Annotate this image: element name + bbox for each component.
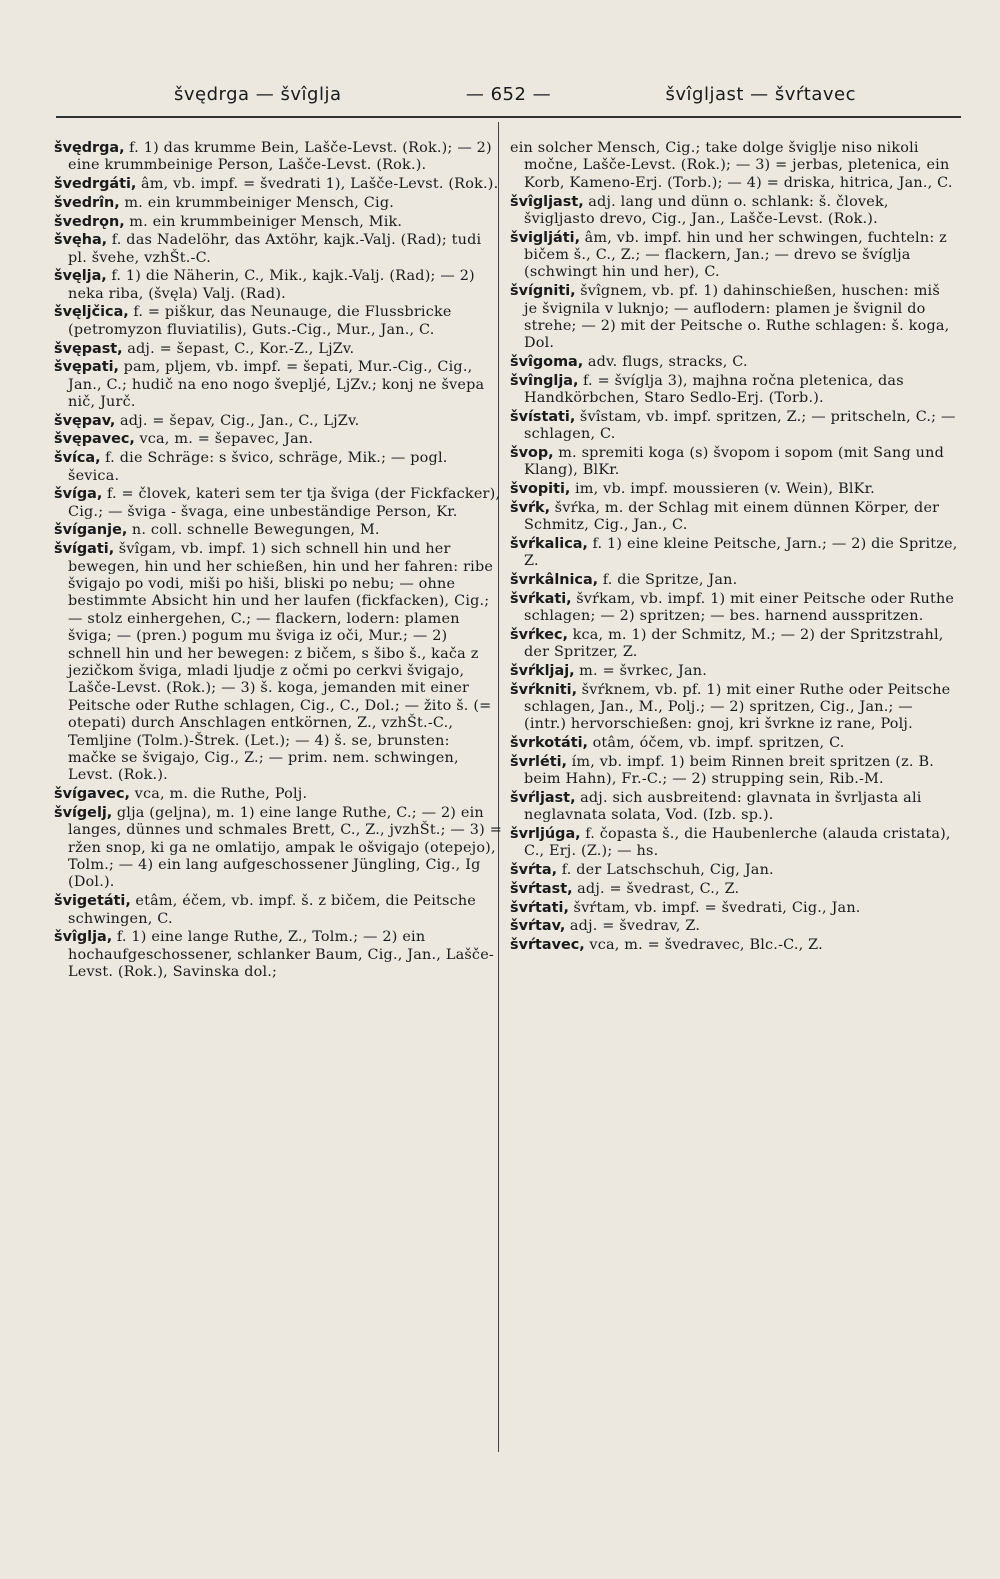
dictionary-entry bbox=[54, 140, 502, 175]
entry-headword: švístati, bbox=[510, 408, 576, 425]
entry-definition: f. der Latschschuh, Cig, Jan. bbox=[561, 862, 774, 879]
entry-definition: otâm, óčem, vb. impf. spritzen, C. bbox=[592, 735, 845, 752]
entry-definition: f. = piškur, das Neunauge, die Flussbricke (petromyzon fluviatilis), Guts.-Cig., Mur., Jan., C. bbox=[68, 304, 452, 338]
entry-definition: f. das Nadelöhr, das Axtöhr, kajk.-Valj. (Rad); tudi pl. švehe, vzhŠt.-C. bbox=[68, 232, 482, 266]
dictionary-entry bbox=[510, 682, 958, 734]
dictionary-entry bbox=[54, 486, 502, 521]
entry-definition: adj. sich ausbreitend: glavnata in švrljasta ali neglavnata solata, Vod. (Izb. sp.). bbox=[524, 789, 922, 824]
entry-definition: pam, pljem, vb. impf. = šepati, Mur.-Cig., Cig., Jan., C.; hudič na eno nogo švepljé, LjZv.; konj ne švepa nič, Jurč. bbox=[68, 359, 485, 411]
entry-definition: f. = človek, kateri sem ter tja šviga (der Fickfacker), Cig.; — šviga - švaga, eine unbeständige Person, Kr. bbox=[68, 486, 501, 520]
entry-headword: švŕljast, bbox=[510, 789, 576, 806]
entry-definition: m. ein krummbeiniger Mensch, Mik. bbox=[129, 213, 403, 230]
dictionary-entry bbox=[54, 805, 502, 892]
entry-headword: švînglja, bbox=[510, 372, 579, 389]
dictionary-entry bbox=[510, 230, 958, 282]
entry-headword: švępati, bbox=[54, 359, 119, 376]
page-number: — 652 — bbox=[465, 84, 552, 105]
entry-definition: kca, m. 1) der Schmitz, M.; — 2) der Spritzstrahl, der Spritzer, Z. bbox=[524, 626, 944, 661]
entry-headword: švępast, bbox=[54, 340, 123, 357]
entry-headword: švígniti, bbox=[510, 283, 576, 300]
entry-headword: švop, bbox=[510, 444, 554, 461]
entry-definition: m. spremiti koga (s) švopom i sopom (mit Sang und Klang), BlKr. bbox=[524, 444, 944, 479]
entry-definition: švîgnem, vb. pf. 1) dahinschießen, huschen: miš je švignila v luknjo; — auflodern: plamen je švignil do strehe; — 2) mit der Peitsche o. Ruthe schlagen: š. koga, Dol. bbox=[524, 283, 950, 352]
dictionary-entry bbox=[54, 541, 502, 785]
entry-definition: švŕknem, vb. pf. 1) mit einer Ruthe oder Peitsche schlagen, Jan., M., Polj.; — 2) spritzen, Cig., Jan.; — (intr.) hervorschießen: gnoj, kri švrkne iz rane, Polj. bbox=[524, 681, 951, 733]
entry-definition: ím, vb. impf. 1) beim Rinnen breit spritzen (z. B. beim Hahn), Fr.-C.; — 2) strupping sein, Rib.-M. bbox=[524, 753, 934, 788]
dictionary-entry bbox=[54, 450, 502, 485]
entry-headword: švíga, bbox=[54, 486, 103, 503]
header-left-guideword: švędrga — švîglja bbox=[174, 84, 342, 105]
dictionary-entry bbox=[510, 826, 958, 861]
entry-definition: f. = švíglja 3), majhna ročna pletenica, das Handkörbchen, Staro Sedlo-Erj. (Torb.). bbox=[524, 372, 904, 407]
entry-definition: adj. = švedrav, Z. bbox=[569, 918, 701, 935]
dictionary-entry bbox=[510, 754, 958, 789]
dictionary-entry bbox=[54, 359, 502, 411]
dictionary-entry bbox=[510, 591, 958, 626]
entry-definition: f. 1) eine kleine Peitsche, Jarn.; — 2) die Spritze, Z. bbox=[524, 535, 958, 570]
entry-headword: švęlja, bbox=[54, 268, 107, 285]
entry-headword: švîgljast, bbox=[510, 193, 584, 210]
dictionary-entry bbox=[510, 445, 958, 480]
entry-headword: švîgoma, bbox=[510, 354, 584, 371]
entry-definition: im, vb. impf. moussieren (v. Wein), BlKr. bbox=[574, 481, 875, 498]
entry-headword: švŕtavec, bbox=[510, 937, 585, 953]
dictionary-entry bbox=[510, 373, 958, 408]
dictionary-entry bbox=[54, 232, 502, 267]
entry-headword: švígati, bbox=[54, 541, 115, 558]
entry-definition: etâm, éčem, vb. impf. š. z bičem, die Peitsche schwingen, C. bbox=[68, 893, 477, 927]
entry-definition: f. 1) die Näherin, C., Mik., kajk.-Valj. (Rad); — 2) neka riba, (švęla) Valj. (Rad). bbox=[68, 268, 475, 302]
dictionary-entry bbox=[510, 663, 958, 680]
dictionary-entry bbox=[54, 176, 502, 193]
entry-definition: švîstam, vb. impf. spritzen, Z.; — pritscheln, C.; — schlagen, C. bbox=[524, 408, 956, 443]
dictionary-entry bbox=[510, 536, 958, 571]
dictionary-entry bbox=[510, 194, 958, 229]
entry-definition: f. 1) eine lange Ruthe, Z., Tolm.; — 2) ein hochaufgeschossener, schlanker Baum, Cig., Jan., Lašče-Levst. (Rok.), Savinska dol.; bbox=[68, 929, 494, 981]
entry-definition: n. coll. schnelle Bewegungen, M. bbox=[131, 522, 380, 539]
entry-definition: vca, m. die Ruthe, Polj. bbox=[134, 786, 308, 803]
dictionary-entry bbox=[54, 341, 502, 358]
entry-headword: švŕta, bbox=[510, 862, 558, 879]
entry-headword: švíganje, bbox=[54, 522, 128, 539]
entry-definition: f. die Spritze, Jan. bbox=[602, 572, 738, 589]
entry-headword: švęha, bbox=[54, 232, 108, 249]
entry-definition: f. die Schräge: s švico, schräge, Mik.; — pogl. ševica. bbox=[68, 450, 448, 484]
dictionary-entry bbox=[54, 413, 502, 430]
entry-headword: švígavec, bbox=[54, 786, 131, 803]
entry-headword: švŕkniti, bbox=[510, 681, 578, 698]
entry-headword: švęljčica, bbox=[54, 304, 129, 321]
entry-definition: m. = švrkec, Jan. bbox=[579, 662, 708, 679]
dictionary-entry bbox=[510, 627, 958, 662]
dictionary-entry bbox=[54, 522, 502, 539]
page-header bbox=[56, 70, 961, 110]
entry-headword: švedrîn, bbox=[54, 194, 120, 211]
entry-headword: švępavec, bbox=[54, 431, 135, 448]
entry-headword: švrljúga, bbox=[510, 826, 581, 843]
entry-headword: švŕkec, bbox=[510, 626, 568, 643]
entry-headword: švopiti, bbox=[510, 481, 571, 498]
dictionary-entry bbox=[510, 283, 958, 353]
entry-definition: m. ein krummbeiniger Mensch, Cig. bbox=[124, 194, 395, 211]
header-rule bbox=[56, 116, 961, 118]
header-right-guideword: švîgljast — švŕtavec bbox=[665, 84, 856, 105]
dictionary-entry bbox=[54, 268, 502, 303]
dictionary-entry bbox=[54, 929, 502, 981]
entry-definition: âm, vb. impf. = švedrati 1), Lašče-Levst. (Rok.). bbox=[140, 176, 499, 193]
entry-headword: švígelj, bbox=[54, 804, 113, 821]
entry-definition: vca, m. = švedravec, Blc.-C., Z. bbox=[589, 937, 823, 953]
dictionary-entry bbox=[510, 735, 958, 752]
entry-definition: adj. = švedrast, C., Z. bbox=[577, 880, 740, 897]
entry-headword: švîglja, bbox=[54, 929, 113, 946]
right-column bbox=[510, 140, 958, 956]
dictionary-entry bbox=[510, 572, 958, 589]
entry-definition: ein solcher Mensch, Cig.; take dolge šviglje niso nikoli močne, Lašče-Levst. (Rok.); — 3) = jerbas, pletenica, ein Korb, Kameno-Erj. (Torb.); — 4) = driska, hitrica, Jan., C. bbox=[510, 140, 953, 191]
entry-definition: adv. flugs, stracks, C. bbox=[587, 354, 748, 371]
entry-definition: glja (gelјna), m. 1) eine lange Ruthe, C.; — 2) ein langes, dünnes und schmales Brett, C., Z., jvzhŠt.; — 3) = ržen snop, ki ga ne omlatijo, ampak le ošvigajo (otepejo), Tolm.; — 4) ein lang aufgeschossener Jüngling, Cig., Ig (Dol.). bbox=[68, 804, 502, 891]
entry-headword: švŕtati, bbox=[510, 899, 569, 916]
entry-definition: švîgam, vb. impf. 1) sich schnell hin und her bewegen, hin und her schießen, hin und her fahren: ribe švigajo po vodi, miši po hiši, bliski po nebu; — ohne bestimmte Absicht hin und her laufen (fickfacken), Cig.; — stolz einhergehen, C.; — flackern, lodern: plamen šviga; — (pren.) pogum mu šviga iz oči, Mur.; — 2) schnell hin und her bewegen: z bičem, s šibo š., kača z jezičkom šviga, mladi ljudje z očmi po cerkvi švigajo, Lašče-Levst. (Rok.); — 3) š. koga, jemanden mit einer Peitsche oder Ruthe schlagen, Cig., C., Dol.; — žito š. (= otepati) durch Anschlagen entkörnen, Z., vzhŠt.-C., Temljine (Tolm.)-Štrek. (Let.); — 4) š. se, brunsten: mačke se švigajo, Cig., Z.; — prim. nem. schwingen, Levst. (Rok.). bbox=[68, 541, 494, 784]
entry-definition: adj. = šepast, C., Kor.-Z., LjZv. bbox=[127, 340, 355, 357]
entry-definition: švŕtam, vb. impf. = švedrati, Cig., Jan. bbox=[573, 899, 861, 916]
entry-definition: f. 1) das krumme Bein, Lašče-Levst. (Rok.); — 2) eine krummbeinige Person, Lašče-Levst. (Rok.). bbox=[68, 140, 492, 174]
entry-headword: švedrgáti, bbox=[54, 176, 137, 193]
entry-headword: švrléti, bbox=[510, 753, 568, 770]
entry-headword: švŕtav, bbox=[510, 918, 566, 935]
entry-headword: švŕkalica, bbox=[510, 535, 588, 552]
entry-definition: vca, m. = šepavec, Jan. bbox=[139, 431, 314, 448]
entry-headword: švŕkljaj, bbox=[510, 662, 575, 679]
entry-headword: švŕtast, bbox=[510, 880, 573, 897]
dictionary-entry bbox=[54, 893, 502, 928]
dictionary-entry bbox=[510, 900, 958, 917]
entry-definition: âm, vb. impf. hin und her schwingen, fuchteln: z bičem š., C., Z.; — flackern, Jan.; — drevo se švíglja (schwingt hin und her), C. bbox=[524, 229, 947, 281]
dictionary-entry bbox=[510, 790, 958, 825]
left-column bbox=[54, 140, 502, 983]
dictionary-entry bbox=[510, 140, 958, 192]
entry-headword: švępav, bbox=[54, 412, 116, 429]
entry-headword: švigetáti, bbox=[54, 893, 131, 910]
dictionary-entry bbox=[510, 862, 958, 879]
entry-definition: švŕkam, vb. impf. 1) mit einer Peitsche oder Ruthe schlagen; — 2) spritzen; — bes. harnend ausspritzen. bbox=[524, 590, 955, 625]
dictionary-entry bbox=[510, 918, 958, 935]
dictionary-entry bbox=[54, 214, 502, 231]
dictionary-entry bbox=[510, 354, 958, 371]
entry-definition: adj. lang und dünn o. schlank: š. človek, švigljasto drevo, Cig., Jan., Lašče-Levst. (Rok.). bbox=[524, 193, 889, 227]
dictionary-entry bbox=[510, 500, 958, 535]
dictionary-entry bbox=[54, 304, 502, 339]
entry-headword: švrkotáti, bbox=[510, 735, 588, 752]
dictionary-entry bbox=[54, 195, 502, 212]
entry-definition: adj. = šepav, Cig., Jan., C., LjZv. bbox=[119, 412, 360, 429]
dictionary-entry bbox=[510, 881, 958, 898]
dictionary-entry bbox=[510, 481, 958, 498]
entry-definition: švŕka, m. der Schlag mit einem dünnen Körper, der Schmitz, Cig., Jan., C. bbox=[524, 499, 940, 534]
entry-headword: švigljáti, bbox=[510, 229, 581, 246]
entry-headword: švŕkati, bbox=[510, 590, 572, 607]
entry-headword: švedrǫn, bbox=[54, 213, 125, 230]
dictionary-entry bbox=[510, 409, 958, 444]
entry-headword: švrkâlnica, bbox=[510, 572, 599, 589]
entry-headword: švíca, bbox=[54, 450, 101, 467]
dictionary-entry bbox=[54, 431, 502, 448]
dictionary-entry bbox=[510, 937, 958, 954]
entry-headword: švŕk, bbox=[510, 499, 551, 516]
entry-headword: švędrga, bbox=[54, 140, 125, 156]
dictionary-entry bbox=[54, 786, 502, 803]
entry-definition: f. čopasta š., die Haubenlerche (alauda cristata), C., Erj. (Z.); — hs. bbox=[524, 826, 951, 860]
